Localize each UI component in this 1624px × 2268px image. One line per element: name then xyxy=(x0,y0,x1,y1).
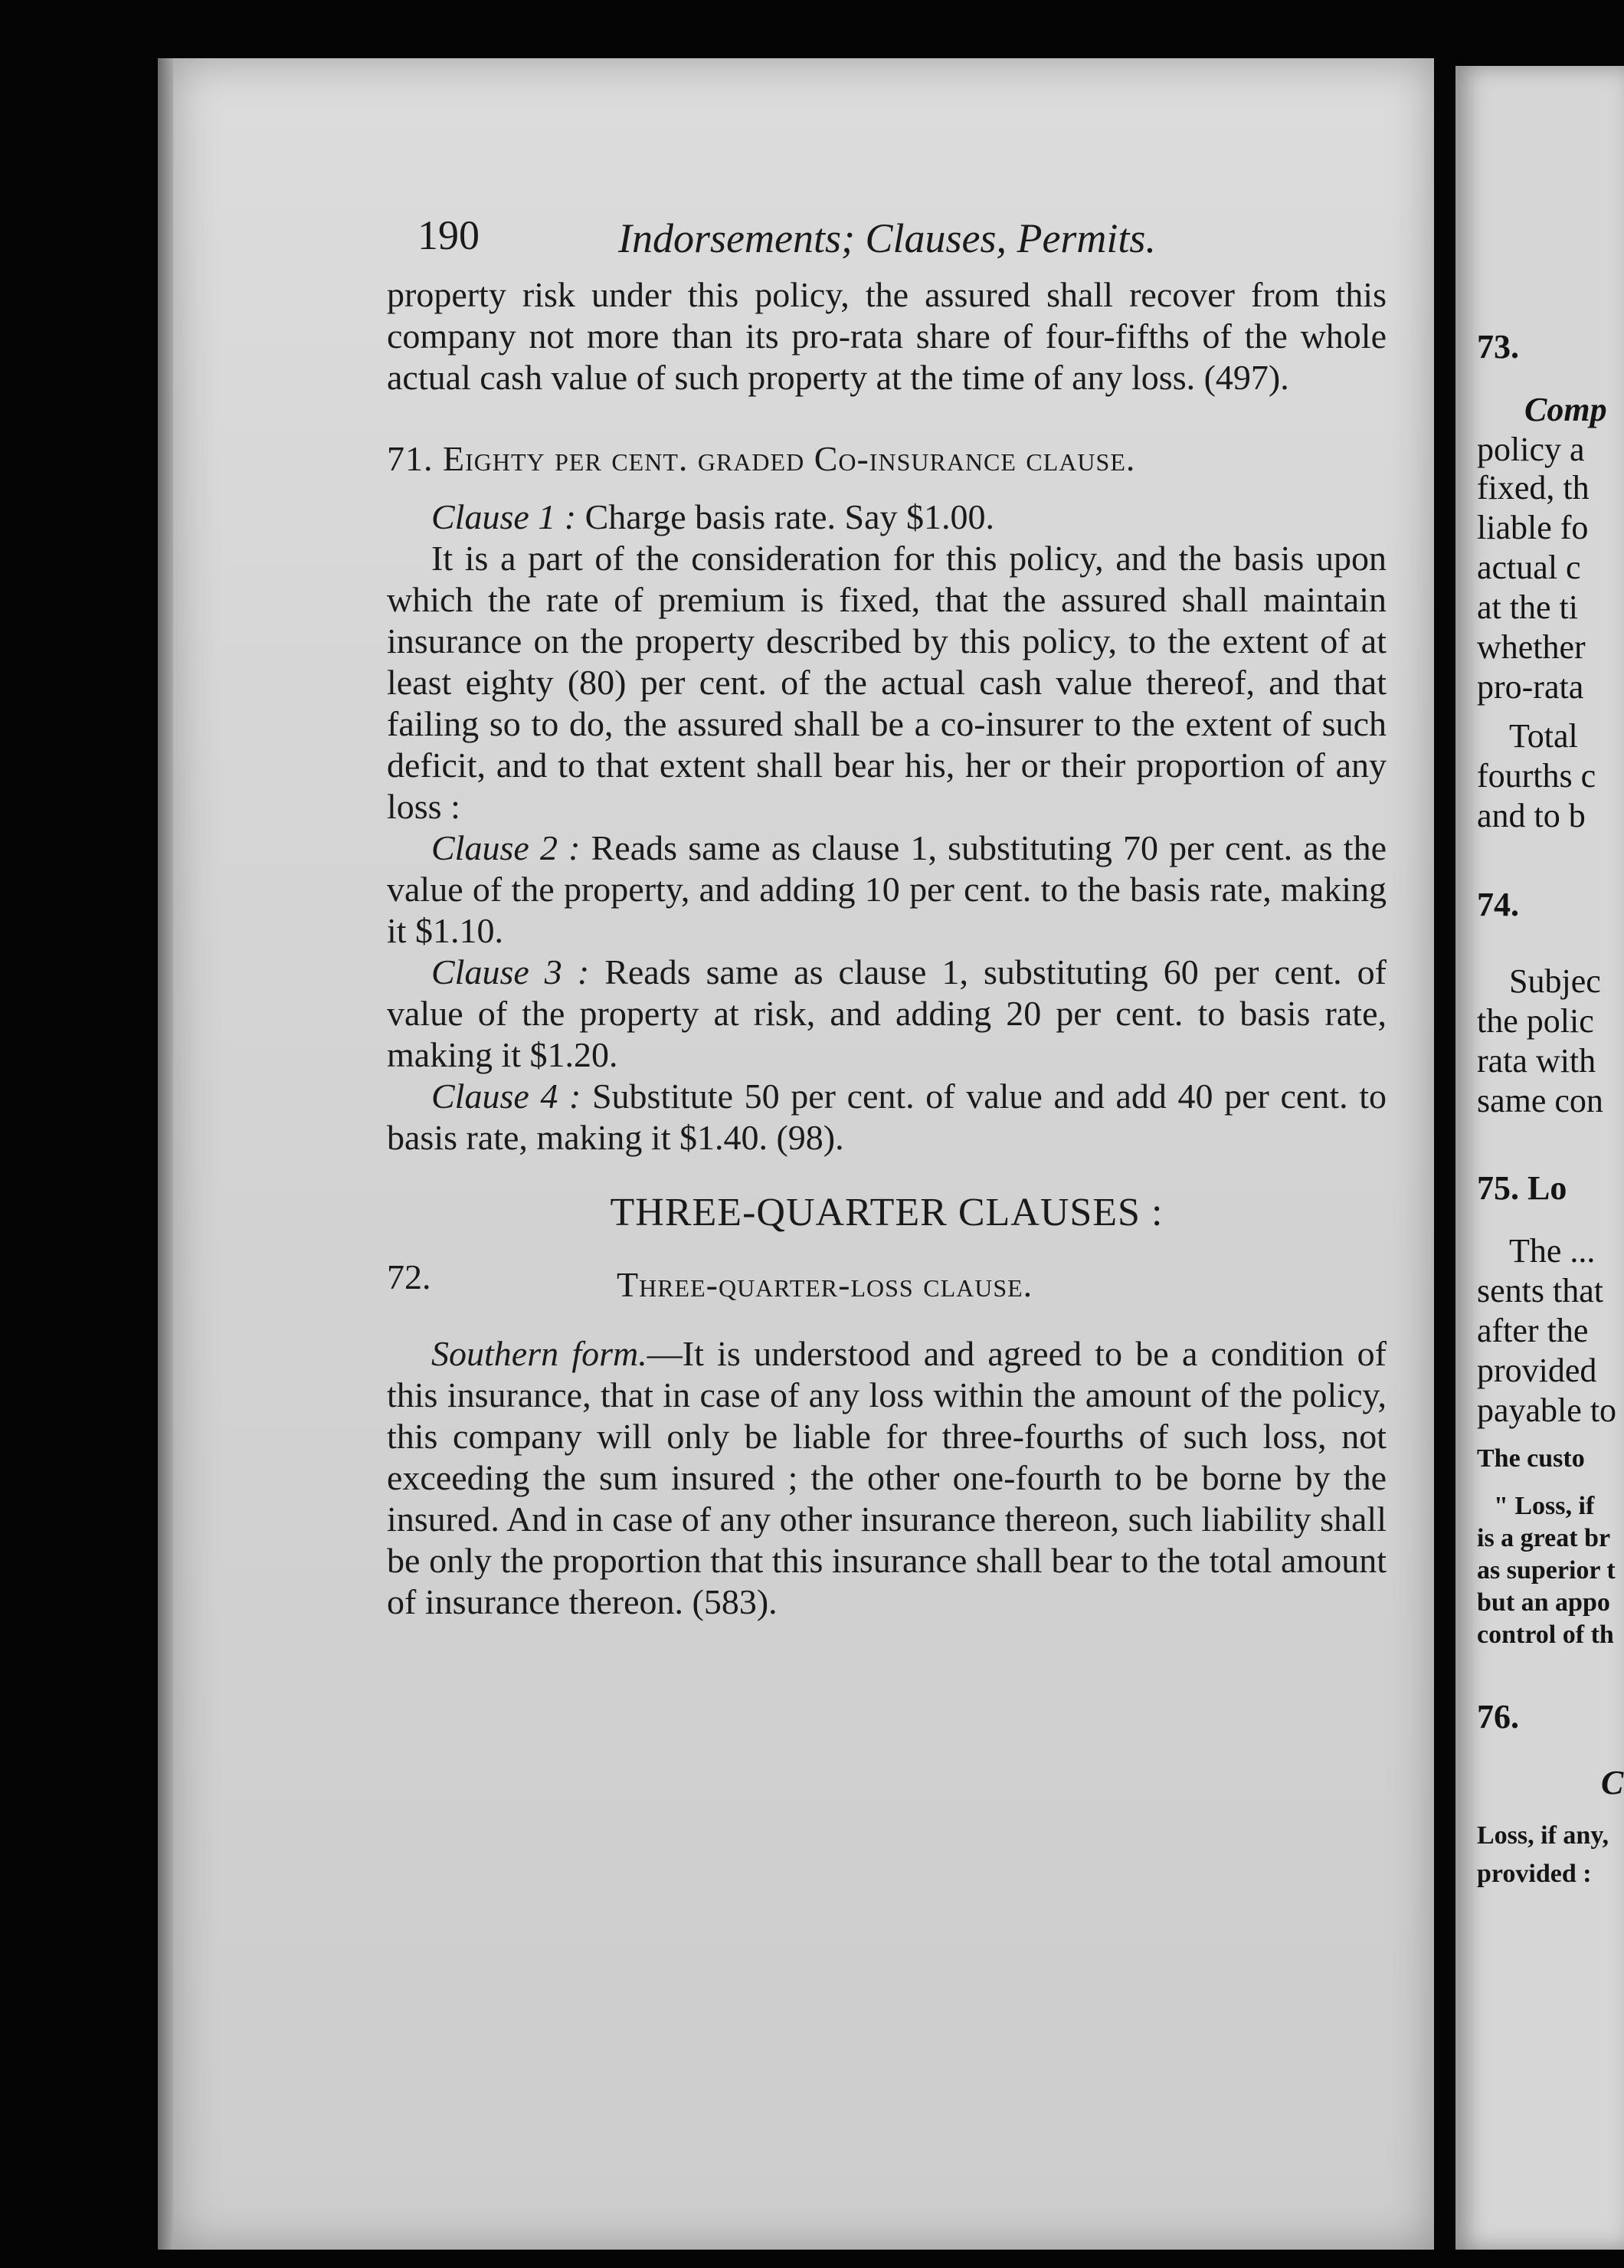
section-72-text: —It is understood and agreed to be a condition of this insurance, that in case of any loss within the amount of the policy, this company will only be liable for three-fourths of such loss, not exceeding the sum insured ; the other one-fourth to be borne by the insured. And in case of any other insurance thereon, such liability shall be only the proportion that this insurance shall bear to the total amount of insurance thereon. (583). xyxy=(387,1334,1387,1621)
right-line: actual c xyxy=(1477,549,1581,586)
section-72-title: Three-quarter-loss clause. xyxy=(617,1265,1033,1304)
right-line: is a great br xyxy=(1477,1524,1611,1552)
section-71-body: It is a part of the consideration for this policy, and the basis upon which the rate of premium is fixed, that the assured shall maintain insurance on the property described by this policy, to the extent of at least eighty (80) per cent. of the actual cash value thereof, and that failing so to do, the assured shall be a co-insurer to the extent of such deficit, and to that extent shall bear his, her or their proportion of any loss : xyxy=(387,539,1387,826)
section-72-number: 72. xyxy=(387,1257,431,1296)
clause-1-label: Clause 1 : xyxy=(431,497,577,536)
running-head: Indorsements; Clauses, Permits. xyxy=(618,215,1156,261)
right-line: whether xyxy=(1477,628,1586,666)
right-line: Total xyxy=(1509,717,1578,755)
clause-4-text: Substitute 50 per cent. of value and add 40 per cent. to basis rate, making it $1.40. (98). xyxy=(387,1077,1387,1157)
section-71-title: Eighty per cent. graded Co-insurance clause. xyxy=(443,439,1136,478)
right-line: Loss, if any, xyxy=(1477,1821,1609,1850)
right-line: fourths c xyxy=(1477,757,1596,795)
right-line: after the xyxy=(1477,1312,1589,1349)
right-line: as superior t xyxy=(1477,1556,1616,1585)
section-72-body xyxy=(387,1333,1387,1623)
right-line: The custo xyxy=(1477,1444,1585,1473)
clause-3-text: Reads same as clause 1, substituting 60 per cent. of value of the property at risk, and adding 20 per cent. to basis rate, making it $1.20. xyxy=(387,952,1387,1074)
right-page xyxy=(1455,66,1624,2250)
page-header xyxy=(387,205,1387,274)
right-line: and to b xyxy=(1477,797,1586,834)
right-line: fixed, th xyxy=(1477,469,1590,506)
right-section-75: 75. Lo xyxy=(1477,1169,1567,1207)
clause-1 xyxy=(387,497,1387,538)
right-line: Subjec xyxy=(1509,962,1601,1000)
right-line: sents that xyxy=(1477,1272,1603,1309)
opening-paragraph: property risk under this policy, the assured shall recover from this company not more than its pro-rata share of four-fifths of the whole actual cash value of such property at the time of any loss. (497). xyxy=(387,275,1387,397)
right-line: provided xyxy=(1477,1352,1597,1389)
right-line: pro-rata xyxy=(1477,668,1584,706)
right-line: at the ti xyxy=(1477,588,1578,626)
right-section-76: 76. xyxy=(1477,1698,1519,1735)
right-line: The ... xyxy=(1509,1232,1596,1270)
clause-4-label: Clause 4 : xyxy=(431,1077,581,1116)
page-edge xyxy=(158,58,173,2250)
section-72-heading xyxy=(387,1257,1387,1310)
right-line: but an appo xyxy=(1477,1588,1610,1617)
clause-2 xyxy=(387,828,1387,952)
right-line: control of th xyxy=(1477,1621,1614,1649)
clause-2-label: Clause 2 : xyxy=(431,828,581,867)
clause-2-text: Reads same as clause 1, substituting 70 per cent. as the value of the property, and adding 10 per cent. to the basis rate, making it $1.10. xyxy=(387,828,1387,950)
section-72-lead: Southern form. xyxy=(431,1334,647,1373)
section-71-number: 71. xyxy=(387,439,434,478)
right-line: policy a xyxy=(1477,431,1585,468)
clause-3-label: Clause 3 : xyxy=(431,952,590,991)
right-line: " Loss, if xyxy=(1494,1492,1595,1520)
right-line: C xyxy=(1601,1764,1624,1801)
left-page-content xyxy=(387,205,1387,1623)
right-line: provided : xyxy=(1477,1860,1592,1888)
right-section-73: 73. xyxy=(1477,328,1519,365)
right-line: Comp xyxy=(1524,391,1607,428)
right-line: liable fo xyxy=(1477,509,1589,546)
right-line: payable to xyxy=(1477,1391,1617,1429)
clause-3 xyxy=(387,952,1387,1076)
right-line: the polic xyxy=(1477,1002,1594,1040)
section-71-heading xyxy=(387,438,1387,480)
right-line: same con xyxy=(1477,1082,1603,1119)
right-section-74: 74. xyxy=(1477,886,1519,923)
page-number: 190 xyxy=(417,212,480,258)
clause-4 xyxy=(387,1076,1387,1159)
right-line: rata with xyxy=(1477,1042,1596,1080)
clause-1-text: Charge basis rate. Say $1.00. xyxy=(584,497,995,536)
three-quarter-clauses-heading: THREE-QUARTER CLAUSES : xyxy=(610,1191,1164,1234)
